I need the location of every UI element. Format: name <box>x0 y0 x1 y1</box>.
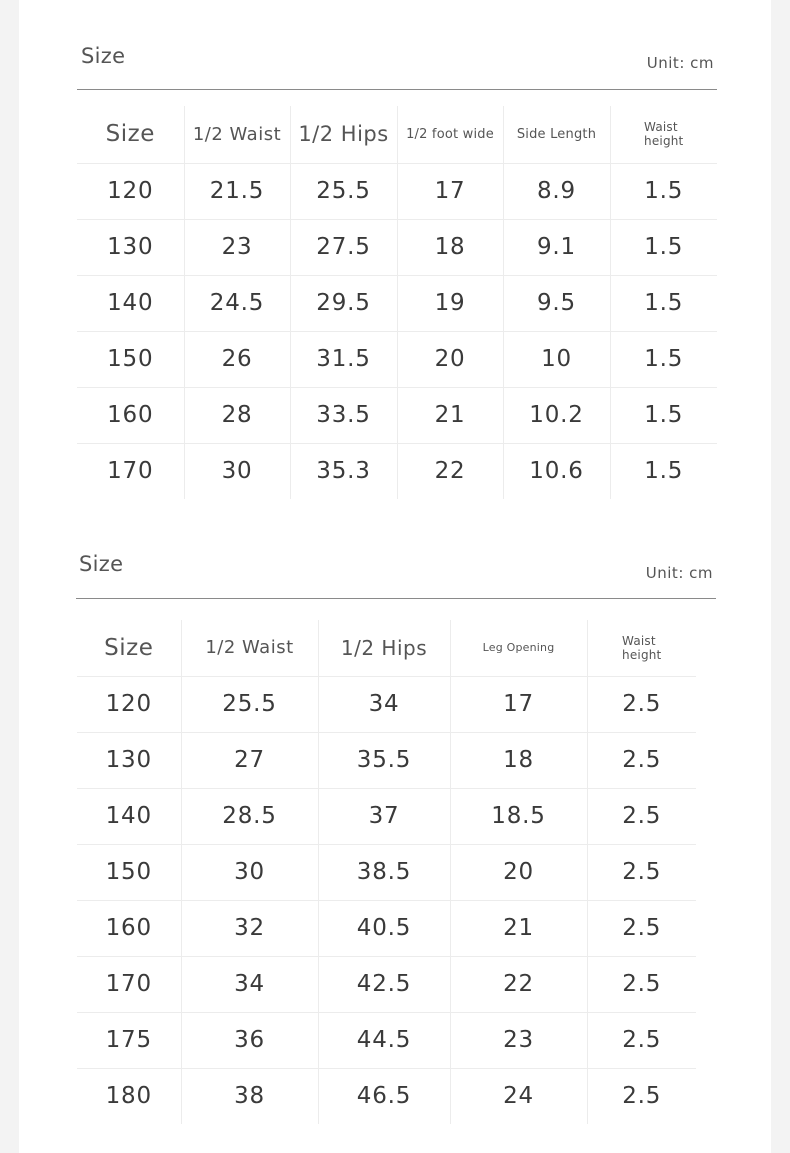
table-row <box>77 219 717 275</box>
table-cell: 10.2 <box>503 387 610 443</box>
table-cell: 34 <box>318 676 450 732</box>
table-cell: 10 <box>503 331 610 387</box>
size-table-1-body <box>77 163 717 499</box>
header-waist-height <box>610 106 717 163</box>
section-1-divider <box>77 89 717 90</box>
table-cell: 2.5 <box>587 732 696 788</box>
table-row <box>77 1068 696 1124</box>
table-cell: 18 <box>397 219 503 275</box>
table-header-row <box>77 620 696 676</box>
table-row <box>77 676 696 732</box>
table-cell: 130 <box>77 219 184 275</box>
table-cell: 46.5 <box>318 1068 450 1124</box>
table-cell: 170 <box>107 458 154 485</box>
table-cell: 120 <box>77 163 184 219</box>
table-row <box>77 956 696 1012</box>
section-2-unit: Unit: cm <box>645 564 713 582</box>
table-cell: 25.5 <box>181 676 318 732</box>
header-half-waist: 1/2 Waist <box>181 620 318 676</box>
table-cell: 19 <box>397 275 503 331</box>
table-row <box>77 900 696 956</box>
table-cell: 35.5 <box>318 732 450 788</box>
table-cell: 150 <box>77 844 181 900</box>
table-cell: 20 <box>397 331 503 387</box>
table-cell: 25.5 <box>290 163 397 219</box>
table-cell: 23 <box>450 1012 587 1068</box>
table-cell: 1.5 <box>610 387 717 443</box>
header-side-length: Side Length <box>503 106 610 163</box>
section-1-title: Size <box>81 44 126 68</box>
table-cell: 30 <box>181 844 318 900</box>
table-cell: 34 <box>181 956 318 1012</box>
table-cell: 10.6 <box>503 443 610 499</box>
header-half-hips: 1/2 Hips <box>290 106 397 163</box>
header-size: Size <box>77 620 181 676</box>
table-row <box>77 163 717 219</box>
section-1-unit: Unit: cm <box>646 54 714 72</box>
table-row <box>77 844 696 900</box>
size-chart-page <box>19 0 771 1153</box>
header-size: Size <box>77 106 184 163</box>
header-waist-height-label: Waist height <box>644 120 684 149</box>
table-cell: 32 <box>181 900 318 956</box>
table-cell: 38 <box>181 1068 318 1124</box>
table-cell: 9.1 <box>503 219 610 275</box>
table-cell: 1.5 <box>610 331 717 387</box>
table-cell: 20 <box>450 844 587 900</box>
table-cell: 1.5 <box>610 219 717 275</box>
table-cell: 40.5 <box>318 900 450 956</box>
table-row <box>77 732 696 788</box>
table-cell: 2.5 <box>587 844 696 900</box>
size-table-2-body <box>77 676 696 1124</box>
table-cell: 1.5 <box>610 275 717 331</box>
table-cell: 21.5 <box>184 163 290 219</box>
table-cell: 8.9 <box>503 163 610 219</box>
size-table-2 <box>77 620 696 1124</box>
table-cell: 27 <box>181 732 318 788</box>
section-2-title: Size <box>79 552 124 576</box>
table-cell: 38.5 <box>318 844 450 900</box>
table-cell: 27.5 <box>290 219 397 275</box>
table-cell: 26 <box>184 331 290 387</box>
table-cell: 120 <box>77 676 181 732</box>
header-half-foot-wide: 1/2 foot wide <box>397 106 503 163</box>
header-half-waist: 1/2 Waist <box>184 106 290 163</box>
table-cell: 24.5 <box>184 275 290 331</box>
table-row <box>77 443 717 499</box>
table-row <box>77 387 717 443</box>
table-cell: 175 <box>77 1012 181 1068</box>
table-cell: 18 <box>450 732 587 788</box>
table-cell: 28.5 <box>181 788 318 844</box>
table-cell: 170 <box>77 956 181 1012</box>
table-cell: 33.5 <box>290 387 397 443</box>
table-row <box>77 275 717 331</box>
table-cell: 9.5 <box>503 275 610 331</box>
table-cell: 22 <box>397 443 503 499</box>
table-cell: 42.5 <box>318 956 450 1012</box>
table-cell: 130 <box>77 732 181 788</box>
table-cell: 17 <box>450 676 587 732</box>
header-waist-height <box>587 620 696 676</box>
table-cell: 160 <box>77 387 184 443</box>
table-cell: 37 <box>318 788 450 844</box>
table-cell: 2.5 <box>587 676 696 732</box>
table-cell: 31.5 <box>290 331 397 387</box>
table-cell: 180 <box>105 1083 152 1110</box>
table-cell: 1.5 <box>610 443 717 499</box>
table-cell: 23 <box>184 219 290 275</box>
table-cell: 2.5 <box>587 900 696 956</box>
table-cell: 140 <box>77 275 184 331</box>
table-cell: 21 <box>450 900 587 956</box>
table-cell: 24 <box>450 1068 587 1124</box>
table-cell: 28 <box>184 387 290 443</box>
section-2-divider <box>76 598 716 599</box>
table-cell: 2.5 <box>587 956 696 1012</box>
table-cell: 160 <box>77 900 181 956</box>
table-cell: 22 <box>450 956 587 1012</box>
table-cell: 2.5 <box>587 788 696 844</box>
table-row <box>77 1012 696 1068</box>
table-cell: 2.5 <box>587 1012 696 1068</box>
table-row <box>77 331 717 387</box>
table-cell: 17 <box>397 163 503 219</box>
table-cell: 18.5 <box>450 788 587 844</box>
table-cell: 150 <box>77 331 184 387</box>
header-leg-opening: Leg Opening <box>450 620 587 676</box>
table-cell: 2.5 <box>587 1068 696 1124</box>
table-cell: 1.5 <box>610 163 717 219</box>
header-waist-height-label: Waist height <box>622 633 662 662</box>
table-cell: 140 <box>77 788 181 844</box>
table-header-row <box>77 106 717 163</box>
table-cell: 44.5 <box>318 1012 450 1068</box>
table-cell: 36 <box>181 1012 318 1068</box>
table-cell: 21 <box>397 387 503 443</box>
table-cell: 29.5 <box>290 275 397 331</box>
table-cell: 35.3 <box>290 443 397 499</box>
table-cell: 30 <box>184 443 290 499</box>
table-row <box>77 788 696 844</box>
size-table-1 <box>77 106 717 499</box>
header-half-hips: 1/2 Hips <box>318 620 450 676</box>
